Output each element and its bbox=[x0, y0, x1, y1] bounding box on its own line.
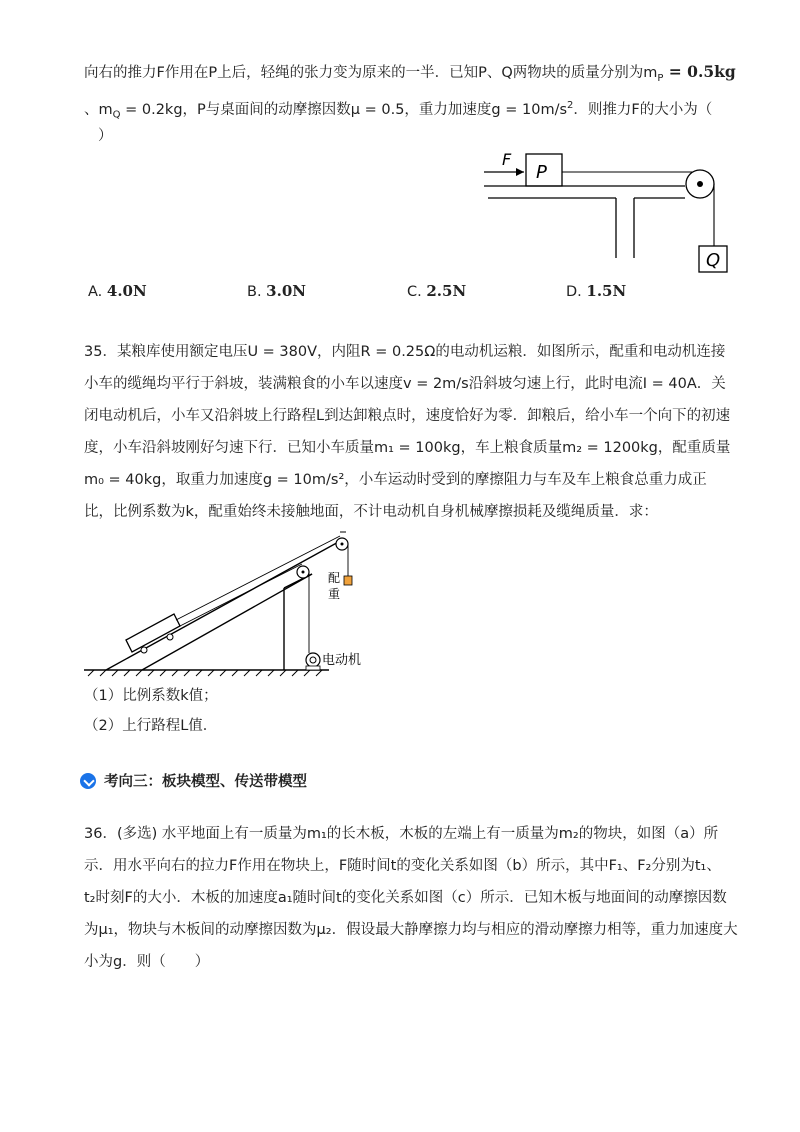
option-b[interactable]: B. 3.0N bbox=[247, 282, 306, 300]
q35-sub-2: （2）上行路程L值． bbox=[84, 718, 218, 734]
option-d[interactable]: D. 1.5N bbox=[566, 282, 627, 300]
q36-line-2: 示．用水平向右的拉力F作用在物块上，F随时间t的变化关系如图（b）所示，其中F₁、F₂分别为t₁、 bbox=[84, 858, 721, 874]
q35-line-1: 35．某粮库使用额定电压U = 380V，内阻R = 0.25Ω的电动机运粮．如图所示，配重和电动机连接 bbox=[84, 344, 726, 360]
q35-line-2: 小车的缆绳均平行于斜坡，装满粮食的小车以速度v = 2m/s沿斜坡匀速上行，此时电流I = 40A．关 bbox=[84, 376, 726, 392]
q35-line-6: 比，比例系数为k，配重始终未接触地面，不计电动机自身机械摩擦损耗及缆绳质量．求： bbox=[84, 504, 658, 520]
option-a[interactable]: A. 4.0N bbox=[88, 282, 147, 300]
counterweight-label-1: 配 bbox=[328, 571, 341, 585]
section-heading bbox=[80, 770, 307, 791]
q34-figure bbox=[470, 148, 740, 278]
block-p-label: P bbox=[536, 162, 547, 183]
block-q-label: Q bbox=[706, 250, 721, 271]
section-title: 考向三：板块模型、传送带模型 bbox=[104, 774, 307, 790]
q35-line-3: 闭电动机后，小车又沿斜坡上行路程L到达卸粮点时，速度恰好为零．卸粮后，给小车一个向下的初速 bbox=[84, 408, 731, 424]
q36-line-3: t₂时刻F的大小．木板的加速度a₁随时间t的变化关系如图（c）所示．已知木板与地面间的动摩擦因数 bbox=[84, 890, 727, 906]
q35-sub-1: （1）比例系数k值； bbox=[84, 688, 218, 704]
counterweight-label-2: 重 bbox=[328, 587, 341, 601]
q35-line-4: 度，小车沿斜坡刚好匀速下行．已知小车质量m₁ = 100kg，车上粮食质量m₂ = 1200kg，配重质量 bbox=[84, 440, 731, 456]
pencil-icon bbox=[80, 773, 96, 789]
force-label: F bbox=[502, 150, 512, 169]
q35-figure bbox=[84, 530, 384, 680]
q34-line-1: 向右的推力F作用在P上后，轻绳的张力变为原来的一半．已知P、Q两物块的质量分别为$m_P = 0.5kg$ bbox=[84, 62, 736, 84]
q36-line-4: 为μ₁，物块与木板间的动摩擦因数为μ₂．假设最大静摩擦力均与相应的滑动摩擦力相等，重力加速度大 bbox=[84, 922, 738, 938]
q36-line-5: 小为g．则（ ） bbox=[84, 954, 210, 970]
option-c[interactable]: C. 2.5N bbox=[407, 282, 467, 300]
q35-line-5: m₀ = 40kg，取重力加速度g = 10m/s²，小车运动时受到的摩擦阻力与车及车上粮食总重力成正 bbox=[84, 472, 707, 488]
q34-line-3: ） bbox=[98, 128, 113, 144]
counterweight bbox=[344, 576, 352, 585]
q36-line-1: 36．(多选) 水平地面上有一质量为m₁的长木板，木板的左端上有一质量为m₂的物块，如图（a）所 bbox=[84, 826, 719, 842]
motor-label: 电动机 bbox=[322, 653, 362, 668]
q34-line-2: 、$m_Q = 0.2kg$，P与桌面间的动摩擦因数μ = 0.5，重力加速度$g = 10m/s^2$．则推力F的大小为（ bbox=[84, 100, 713, 121]
